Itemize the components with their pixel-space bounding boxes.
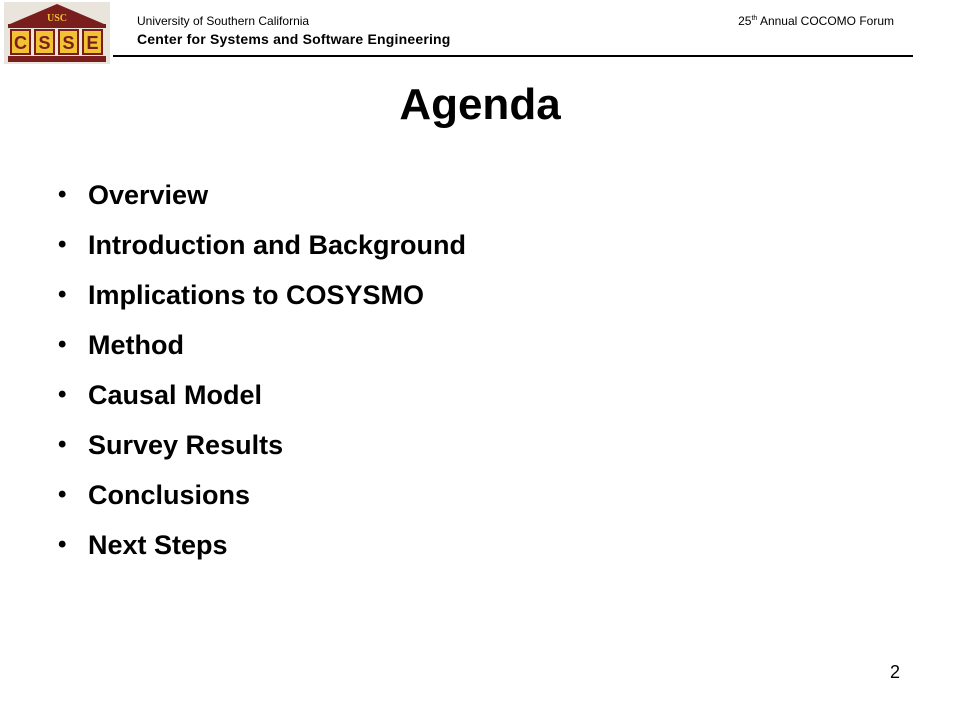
- logo-letter: C: [14, 33, 27, 53]
- bullet-icon: •: [58, 481, 67, 508]
- center-name: Center for Systems and Software Engineering: [137, 31, 451, 47]
- logo-letter: E: [86, 33, 99, 53]
- agenda-item-label: Method: [88, 330, 184, 360]
- bullet-icon: •: [58, 181, 67, 208]
- agenda-item: [58, 170, 466, 220]
- forum-suffix: th: [751, 15, 758, 22]
- forum-title: [738, 14, 894, 28]
- forum-number: 25: [738, 14, 752, 28]
- agenda-item-label: Introduction and Background: [88, 230, 466, 260]
- logo-usc-text: USC: [46, 13, 68, 24]
- agenda-list: [58, 170, 466, 570]
- logo-letter: S: [62, 33, 75, 53]
- agenda-item: [58, 470, 466, 520]
- agenda-item-label: Causal Model: [88, 380, 263, 410]
- slide-title: Agenda: [399, 80, 561, 129]
- bullet-icon: •: [58, 281, 67, 308]
- page-number: 2: [890, 662, 901, 682]
- logo-letter: S: [38, 33, 51, 53]
- agenda-item: [58, 320, 466, 370]
- agenda-item: [58, 520, 466, 570]
- agenda-item: [58, 370, 466, 420]
- bullet-icon: •: [58, 381, 67, 408]
- university-name: University of Southern California: [137, 14, 310, 28]
- bullet-icon: •: [58, 531, 67, 558]
- agenda-item-label: Next Steps: [88, 530, 228, 560]
- bullet-icon: •: [58, 231, 67, 258]
- agenda-item-label: Implications to COSYSMO: [88, 280, 425, 310]
- agenda-item-label: Survey Results: [88, 430, 284, 460]
- bullet-icon: •: [58, 431, 67, 458]
- bullet-icon: •: [58, 331, 67, 358]
- agenda-item: [58, 270, 466, 320]
- forum-rest: Annual COCOMO Forum: [757, 14, 894, 28]
- agenda-item: [58, 420, 466, 470]
- header-divider: [113, 55, 913, 57]
- agenda-item: [58, 220, 466, 270]
- agenda-item-label: Conclusions: [88, 480, 251, 510]
- agenda-item-label: Overview: [88, 180, 209, 210]
- csse-logo: [4, 2, 110, 64]
